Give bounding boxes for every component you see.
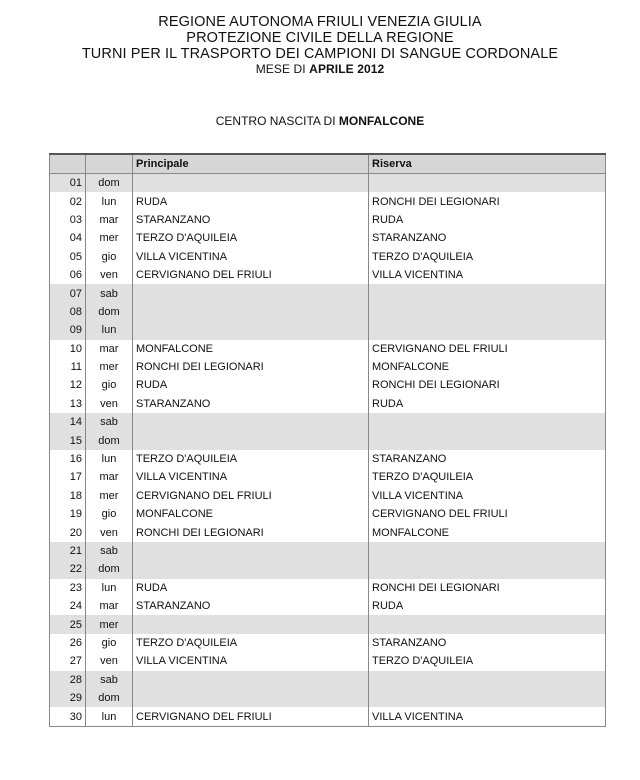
table-row [50, 211, 606, 229]
riserva-cell: CERVIGNANO DEL FRIULI [369, 340, 606, 358]
table-row [50, 652, 606, 670]
riserva-cell: VILLA VICENTINA [369, 707, 606, 726]
table-row [50, 468, 606, 486]
riserva-cell: CERVIGNANO DEL FRIULI [369, 505, 606, 523]
day-cell: 17 [50, 468, 86, 486]
riserva-cell: STARANZANO [369, 229, 606, 247]
riserva-cell: RUDA [369, 395, 606, 413]
weekday-cell: lun [86, 579, 133, 597]
table-row [50, 321, 606, 339]
principale-cell: MONFALCONE [133, 340, 369, 358]
principale-cell: TERZO D'AQUILEIA [133, 634, 369, 652]
weekday-cell: mar [86, 597, 133, 615]
riserva-cell: RONCHI DEI LEGIONARI [369, 192, 606, 210]
riserva-cell [369, 431, 606, 449]
table-row [50, 707, 606, 726]
day-cell: 15 [50, 431, 86, 449]
principale-cell: CERVIGNANO DEL FRIULI [133, 266, 369, 284]
column-header-riserva: Riserva [369, 154, 606, 174]
weekday-cell: lun [86, 192, 133, 210]
riserva-cell: TERZO D'AQUILEIA [369, 248, 606, 266]
principale-cell: RONCHI DEI LEGIONARI [133, 358, 369, 376]
table-row [50, 579, 606, 597]
riserva-cell: STARANZANO [369, 450, 606, 468]
weekday-cell: lun [86, 321, 133, 339]
principale-cell: RONCHI DEI LEGIONARI [133, 523, 369, 541]
header-civil-protection: PROTEZIONE CIVILE DELLA REGIONE [186, 30, 454, 46]
principale-cell [133, 615, 369, 633]
principale-cell: RUDA [133, 376, 369, 394]
day-cell: 21 [50, 542, 86, 560]
principale-cell [133, 689, 369, 707]
principale-cell [133, 284, 369, 302]
column-header-weekday [86, 154, 133, 174]
birth-center-name: MONFALCONE [338, 114, 425, 128]
principale-cell [133, 560, 369, 578]
weekday-cell: mer [86, 487, 133, 505]
table-row [50, 560, 606, 578]
principale-cell: RUDA [133, 579, 369, 597]
day-cell: 28 [50, 671, 86, 689]
weekday-cell: dom [86, 431, 133, 449]
weekday-cell: mar [86, 468, 133, 486]
day-cell: 07 [50, 284, 86, 302]
riserva-cell [369, 303, 606, 321]
weekday-cell: mer [86, 615, 133, 633]
day-cell: 20 [50, 523, 86, 541]
principale-cell: MONFALCONE [133, 505, 369, 523]
day-cell: 24 [50, 597, 86, 615]
day-cell: 11 [50, 358, 86, 376]
weekday-cell: dom [86, 303, 133, 321]
principale-cell: STARANZANO [133, 597, 369, 615]
weekday-cell: mar [86, 340, 133, 358]
table-row [50, 505, 606, 523]
principale-cell: TERZO D'AQUILEIA [133, 450, 369, 468]
day-cell: 04 [50, 229, 86, 247]
riserva-cell: MONFALCONE [369, 358, 606, 376]
day-cell: 10 [50, 340, 86, 358]
column-header-day [50, 154, 86, 174]
shift-table-body [50, 174, 606, 727]
principale-cell: VILLA VICENTINA [133, 468, 369, 486]
weekday-cell: mer [86, 358, 133, 376]
table-row [50, 192, 606, 210]
day-cell: 23 [50, 579, 86, 597]
riserva-cell [369, 321, 606, 339]
table-row [50, 248, 606, 266]
table-row [50, 174, 606, 193]
principale-cell [133, 431, 369, 449]
weekday-cell: gio [86, 248, 133, 266]
day-cell: 01 [50, 174, 86, 193]
table-row [50, 413, 606, 431]
day-cell: 25 [50, 615, 86, 633]
riserva-cell: RONCHI DEI LEGIONARI [369, 376, 606, 394]
table-row [50, 450, 606, 468]
weekday-cell: dom [86, 689, 133, 707]
weekday-cell: sab [86, 542, 133, 560]
header-month-prefix: MESE DI [255, 62, 310, 76]
day-cell: 08 [50, 303, 86, 321]
principale-cell [133, 542, 369, 560]
riserva-cell [369, 542, 606, 560]
day-cell: 13 [50, 395, 86, 413]
table-row [50, 431, 606, 449]
weekday-cell: lun [86, 450, 133, 468]
weekday-cell: sab [86, 284, 133, 302]
riserva-cell: TERZO D'AQUILEIA [369, 652, 606, 670]
principale-cell: STARANZANO [133, 211, 369, 229]
shift-table-header [50, 154, 606, 174]
riserva-cell: STARANZANO [369, 634, 606, 652]
weekday-cell: gio [86, 634, 133, 652]
table-row [50, 340, 606, 358]
principale-cell: TERZO D'AQUILEIA [133, 229, 369, 247]
weekday-cell: ven [86, 652, 133, 670]
riserva-cell: MONFALCONE [369, 523, 606, 541]
riserva-cell: RUDA [369, 211, 606, 229]
riserva-cell [369, 284, 606, 302]
day-cell: 06 [50, 266, 86, 284]
weekday-cell: mar [86, 211, 133, 229]
day-cell: 02 [50, 192, 86, 210]
riserva-cell: RONCHI DEI LEGIONARI [369, 579, 606, 597]
riserva-cell [369, 689, 606, 707]
day-cell: 29 [50, 689, 86, 707]
weekday-cell: lun [86, 707, 133, 726]
shift-table [49, 153, 606, 727]
weekday-cell: dom [86, 560, 133, 578]
weekday-cell: sab [86, 671, 133, 689]
principale-cell: VILLA VICENTINA [133, 652, 369, 670]
riserva-cell [369, 174, 606, 193]
table-row [50, 229, 606, 247]
column-header-principale: Principale [133, 154, 369, 174]
day-cell: 16 [50, 450, 86, 468]
principale-cell: CERVIGNANO DEL FRIULI [133, 707, 369, 726]
principale-cell: VILLA VICENTINA [133, 248, 369, 266]
table-row [50, 634, 606, 652]
weekday-cell: ven [86, 523, 133, 541]
table-row [50, 671, 606, 689]
header-region: REGIONE AUTONOMA FRIULI VENEZIA GIULIA [158, 14, 482, 30]
riserva-cell: VILLA VICENTINA [369, 487, 606, 505]
weekday-cell: mer [86, 229, 133, 247]
table-row [50, 303, 606, 321]
weekday-cell: dom [86, 174, 133, 193]
riserva-cell [369, 560, 606, 578]
table-row [50, 615, 606, 633]
day-cell: 27 [50, 652, 86, 670]
riserva-cell [369, 615, 606, 633]
day-cell: 09 [50, 321, 86, 339]
table-row [50, 487, 606, 505]
table-row [50, 689, 606, 707]
weekday-cell: gio [86, 376, 133, 394]
principale-cell: RUDA [133, 192, 369, 210]
day-cell: 14 [50, 413, 86, 431]
principale-cell: CERVIGNANO DEL FRIULI [133, 487, 369, 505]
weekday-cell: sab [86, 413, 133, 431]
riserva-cell: TERZO D'AQUILEIA [369, 468, 606, 486]
birth-center-title [0, 114, 640, 128]
day-cell: 26 [50, 634, 86, 652]
table-row [50, 266, 606, 284]
principale-cell [133, 671, 369, 689]
weekday-cell: ven [86, 395, 133, 413]
principale-cell [133, 303, 369, 321]
day-cell: 05 [50, 248, 86, 266]
day-cell: 19 [50, 505, 86, 523]
table-row [50, 376, 606, 394]
weekday-cell: gio [86, 505, 133, 523]
principale-cell [133, 174, 369, 193]
riserva-cell [369, 671, 606, 689]
day-cell: 30 [50, 707, 86, 726]
day-cell: 22 [50, 560, 86, 578]
riserva-cell: VILLA VICENTINA [369, 266, 606, 284]
riserva-cell: RUDA [369, 597, 606, 615]
riserva-cell [369, 413, 606, 431]
day-cell: 12 [50, 376, 86, 394]
table-row [50, 523, 606, 541]
birth-center-prefix: CENTRO NASCITA DI [215, 114, 339, 128]
header-month [0, 62, 640, 76]
table-row [50, 358, 606, 376]
weekday-cell: ven [86, 266, 133, 284]
table-row [50, 597, 606, 615]
principale-cell [133, 321, 369, 339]
day-cell: 03 [50, 211, 86, 229]
table-row [50, 284, 606, 302]
day-cell: 18 [50, 487, 86, 505]
principale-cell [133, 413, 369, 431]
header-title: TURNI PER IL TRASPORTO DEI CAMPIONI DI SANGUE CORDONALE [81, 46, 559, 62]
document-header [0, 14, 640, 76]
table-row [50, 395, 606, 413]
table-row [50, 542, 606, 560]
header-month-value: APRILE 2012 [309, 62, 385, 76]
principale-cell: STARANZANO [133, 395, 369, 413]
